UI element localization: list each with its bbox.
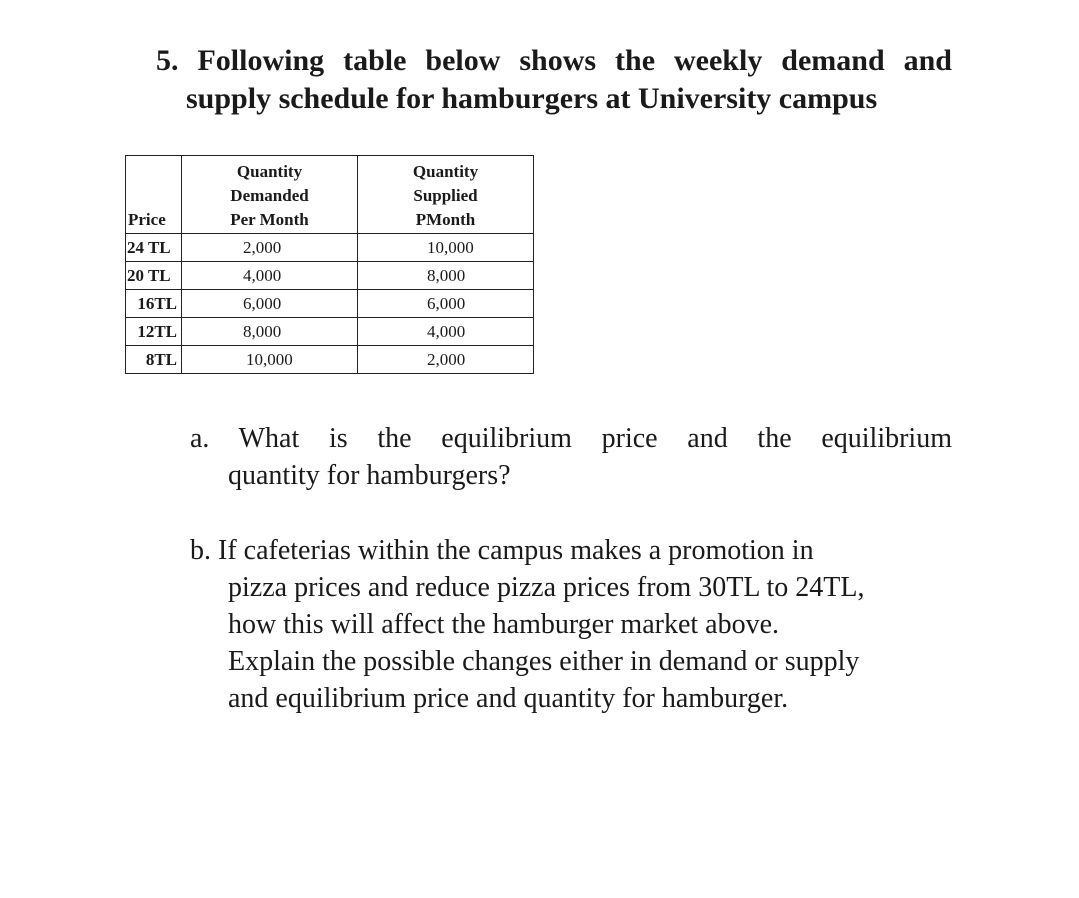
- question-title: [156, 42, 956, 118]
- quantity-supplied-cell: 10,000: [358, 234, 534, 262]
- price-cell: 16TL: [126, 290, 182, 318]
- quantity-demanded-cell: 2,000: [182, 234, 358, 262]
- table-row: [126, 262, 534, 290]
- part-a-line-1: a. What is the equilibrium price and the equilibrium: [190, 423, 952, 454]
- table-row: [126, 346, 534, 374]
- quantity-demanded-cell: 6,000: [182, 290, 358, 318]
- quantity-demanded-cell: 8,000: [182, 318, 358, 346]
- demand-header-line-1: Quantity: [236, 162, 303, 181]
- table-row: [126, 318, 534, 346]
- demand-supply-table: [125, 155, 534, 374]
- supply-header-line-1: Quantity: [412, 162, 479, 181]
- price-cell: 12TL: [126, 318, 182, 346]
- price-header: [126, 156, 182, 234]
- table-row: [126, 290, 534, 318]
- price-cell: 24 TL: [126, 234, 182, 262]
- quantity-supplied-cell: 2,000: [358, 346, 534, 374]
- part-b-line-1: b. If cafeterias within the campus makes a promotion in: [190, 535, 814, 566]
- table-header-row: [126, 156, 534, 234]
- question-part-b: [190, 532, 960, 717]
- quantity-supplied-cell: 4,000: [358, 318, 534, 346]
- part-b-line-3: how this will affect the hamburger market above.: [228, 609, 780, 640]
- part-b-line-5: and equilibrium price and quantity for hamburger.: [228, 683, 789, 714]
- demand-header-line-2: Demanded: [230, 186, 309, 205]
- quantity-supplied-header: [358, 156, 534, 234]
- supply-header-line-3: PMonth: [415, 210, 476, 229]
- table-row: [126, 234, 534, 262]
- quantity-demanded-cell: 10,000: [182, 346, 358, 374]
- price-header-label: Price: [128, 210, 166, 229]
- question-part-a: [190, 420, 960, 494]
- part-a-line-2: quantity for hamburgers?: [228, 460, 511, 491]
- quantity-demanded-cell: 4,000: [182, 262, 358, 290]
- price-cell: 8TL: [126, 346, 182, 374]
- part-b-line-2: pizza prices and reduce pizza prices from 30TL to 24TL,: [228, 572, 865, 603]
- question-title-line-1: 5. Following table below shows the weekly demand and: [156, 44, 952, 77]
- demand-header-line-3: Per Month: [230, 210, 309, 229]
- quantity-supplied-cell: 8,000: [358, 262, 534, 290]
- part-b-line-4: Explain the possible changes either in demand or supply: [228, 646, 860, 677]
- quantity-demanded-header: [182, 156, 358, 234]
- quantity-supplied-cell: 6,000: [358, 290, 534, 318]
- supply-header-line-2: Supplied: [413, 186, 478, 205]
- price-cell: 20 TL: [126, 262, 182, 290]
- question-title-line-2: supply schedule for hamburgers at University campus: [186, 82, 878, 115]
